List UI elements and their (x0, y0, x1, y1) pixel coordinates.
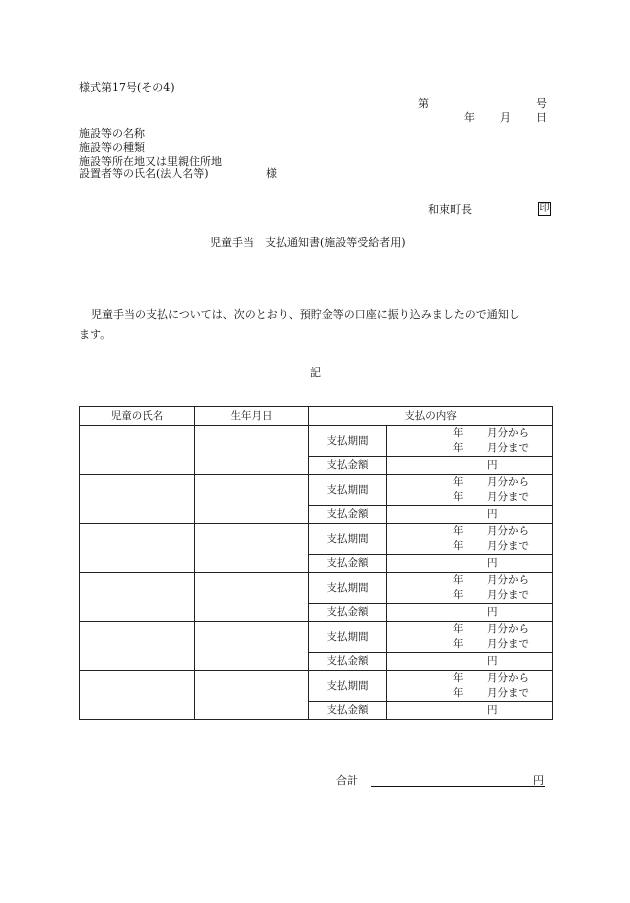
birthdate-cell (195, 622, 309, 671)
period-from-month: 月分から (487, 574, 529, 586)
facility-address-label: 施設等所在地又は里親住所地 (79, 155, 222, 168)
date-month: 月 (500, 111, 511, 124)
column-header-child-name: 児童の氏名 (80, 407, 195, 426)
seal-stamp: 印 (539, 203, 550, 214)
birthdate-cell (195, 573, 309, 622)
period-label: 支払期間 (309, 622, 387, 653)
child-name-cell (80, 524, 195, 573)
period-from-year: 年 (453, 476, 464, 488)
birthdate-cell (195, 671, 309, 720)
child-name-cell (80, 475, 195, 524)
amount-label: 支払金額 (309, 604, 387, 622)
child-name-cell (80, 426, 195, 475)
period-to-year: 年 (453, 540, 464, 552)
period-to-month: 月分まで (487, 442, 529, 454)
body-text-line-2: ます。 (79, 328, 112, 341)
total-amount-line (371, 786, 545, 787)
amount-yen: 円 (487, 508, 498, 520)
period-from-year: 年 (453, 525, 464, 537)
amount-cell (387, 506, 553, 524)
period-to-year: 年 (453, 687, 464, 699)
period-cell (387, 573, 553, 604)
birthdate-cell (195, 524, 309, 573)
payment-table (79, 406, 553, 720)
period-from-year: 年 (453, 623, 464, 635)
period-to-year: 年 (453, 589, 464, 601)
period-cell (387, 524, 553, 555)
period-label: 支払期間 (309, 475, 387, 506)
child-name-cell (80, 622, 195, 671)
total-label: 合計 (336, 774, 358, 787)
period-to-year: 年 (453, 491, 464, 503)
amount-cell (387, 653, 553, 671)
amount-yen: 円 (487, 655, 498, 667)
period-label: 支払期間 (309, 524, 387, 555)
period-cell (387, 671, 553, 702)
body-text-line-1: 児童手当の支払については、次のとおり、預貯金等の口座に振り込みましたので通知し (91, 308, 520, 321)
amount-yen: 円 (487, 606, 498, 618)
doc-number-prefix: 第 (418, 97, 429, 110)
period-from-year: 年 (453, 574, 464, 586)
amount-cell (387, 555, 553, 573)
period-cell (387, 622, 553, 653)
period-to-month: 月分まで (487, 687, 529, 699)
table-row (80, 622, 553, 653)
period-cell (387, 475, 553, 506)
period-from-year: 年 (453, 427, 464, 439)
amount-yen: 円 (487, 704, 498, 716)
child-name-cell (80, 671, 195, 720)
period-to-month: 月分まで (487, 589, 529, 601)
amount-cell (387, 702, 553, 720)
date-year: 年 (464, 111, 475, 124)
ki-label: 記 (310, 366, 321, 379)
document-title: 児童手当 支払通知書(施設等受給者用) (210, 236, 406, 249)
founder-name-label: 設置者等の氏名(法人名等) (79, 167, 209, 180)
amount-label: 支払金額 (309, 702, 387, 720)
period-to-month: 月分まで (487, 540, 529, 552)
column-header-birthdate: 生年月日 (195, 407, 309, 426)
amount-label: 支払金額 (309, 506, 387, 524)
table-row (80, 426, 553, 457)
doc-number-suffix: 号 (536, 97, 547, 110)
amount-label: 支払金額 (309, 457, 387, 475)
amount-label: 支払金額 (309, 555, 387, 573)
form-number: 様式第17号(その4) (79, 81, 175, 94)
period-from-month: 月分から (487, 476, 529, 488)
period-label: 支払期間 (309, 671, 387, 702)
birthdate-cell (195, 426, 309, 475)
period-cell (387, 426, 553, 457)
period-from-month: 月分から (487, 623, 529, 635)
issuer-name: 和束町長 (428, 203, 472, 216)
period-from-month: 月分から (487, 525, 529, 537)
table-row (80, 573, 553, 604)
period-to-year: 年 (453, 442, 464, 454)
period-from-month: 月分から (487, 672, 529, 684)
amount-cell (387, 604, 553, 622)
facility-name-label: 施設等の名称 (79, 127, 145, 140)
period-from-year: 年 (453, 672, 464, 684)
period-label: 支払期間 (309, 426, 387, 457)
period-label: 支払期間 (309, 573, 387, 604)
table-row (80, 524, 553, 555)
period-to-year: 年 (453, 638, 464, 650)
table-row (80, 475, 553, 506)
amount-yen: 円 (487, 557, 498, 569)
child-name-cell (80, 573, 195, 622)
period-to-month: 月分まで (487, 491, 529, 503)
birthdate-cell (195, 475, 309, 524)
total-yen: 円 (533, 774, 544, 787)
period-to-month: 月分まで (487, 638, 529, 650)
amount-cell (387, 457, 553, 475)
table-header-row (80, 407, 553, 426)
date-day: 日 (536, 111, 547, 124)
amount-label: 支払金額 (309, 653, 387, 671)
amount-yen: 円 (487, 459, 498, 471)
facility-type-label: 施設等の種類 (79, 141, 145, 154)
table-row (80, 671, 553, 702)
period-from-month: 月分から (487, 427, 529, 439)
column-header-payment: 支払の内容 (309, 407, 553, 426)
honorific: 様 (266, 167, 277, 180)
